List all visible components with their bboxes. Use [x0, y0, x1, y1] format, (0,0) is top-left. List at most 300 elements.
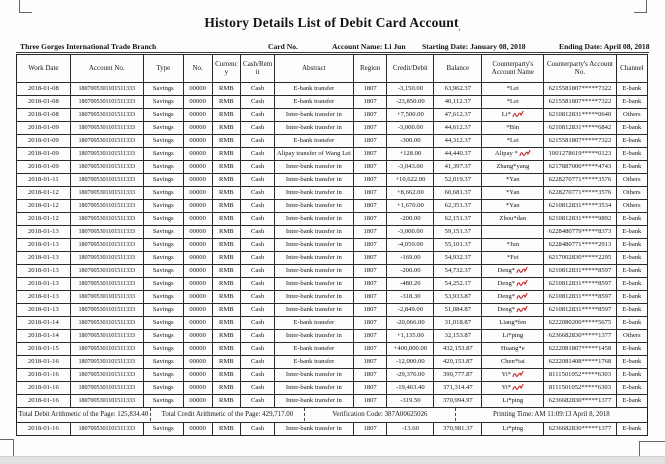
table-cell: 1807005301101511333	[70, 316, 143, 329]
table-cell: Savings	[143, 212, 183, 225]
column-header: Counterparty's Account No.	[544, 54, 616, 82]
table-cell: 6222081408*****1768	[544, 355, 616, 368]
table-cell: 00000	[183, 251, 212, 264]
table-cell: 1807005301101511333	[70, 238, 143, 251]
table-cell: 1807005301101511333	[70, 134, 143, 147]
table-cell: Cash	[241, 277, 275, 290]
table-row	[17, 225, 648, 238]
table-cell: Inter-bank transfer in	[274, 394, 353, 407]
table-cell: -13.60	[387, 422, 434, 435]
table-cell: Inter-bank transfer in	[274, 225, 353, 238]
table-cell: Cash	[241, 160, 275, 173]
table-cell: RMB	[212, 134, 241, 147]
table-cell: 1807005301101511333	[70, 95, 143, 108]
table-cell: Deng*	[482, 290, 544, 303]
table-cell: E-bank	[616, 238, 647, 251]
table-row	[17, 147, 648, 160]
table-cell: Savings	[143, 422, 183, 435]
table-cell: -20,066.00	[387, 316, 434, 329]
table-cell: Cash	[241, 394, 275, 407]
table-cell: 1807005301101511333	[70, 264, 143, 277]
table-cell: 420,153.87	[434, 355, 482, 368]
table-cell: 00000	[183, 186, 212, 199]
table-cell: 00000	[183, 225, 212, 238]
table-cell: *Lei	[482, 82, 544, 95]
table-cell: 2018-01-09	[17, 147, 71, 160]
table-cell: 1807	[353, 342, 387, 355]
table-row	[17, 355, 648, 368]
table-cell: Savings	[143, 381, 183, 394]
table-row	[17, 95, 648, 108]
table-cell: 6228270771*****3576	[544, 186, 616, 199]
table-cell: Cash	[241, 264, 275, 277]
table-cell: 54,932.37	[434, 251, 482, 264]
table-cell: 6236682830*****1377	[544, 422, 616, 435]
table-cell: 1807005301101511333	[70, 368, 143, 381]
table-cell: 00000	[183, 147, 212, 160]
table-cell: Savings	[143, 147, 183, 160]
table-cell: -19,463.40	[387, 381, 434, 394]
column-header: Credit/Debit	[387, 54, 434, 82]
table-cell: Savings	[143, 342, 183, 355]
table-footer-body	[17, 422, 648, 435]
table-cell: Savings	[143, 264, 183, 277]
table-cell: -480.20	[387, 277, 434, 290]
table-cell: 6228480771*****2913	[544, 238, 616, 251]
table-cell: 59,151.37	[434, 225, 482, 238]
table-cell: RMB	[212, 355, 241, 368]
table-body	[17, 82, 648, 407]
table-cell: Savings	[143, 121, 183, 134]
table-cell: -3,043.00	[387, 160, 434, 173]
table-cell: Inter-bank transfer in	[274, 186, 353, 199]
table-cell: Cash	[241, 121, 275, 134]
column-header: Abstract	[274, 54, 353, 82]
table-cell: 00000	[183, 212, 212, 225]
table-cell: 1807005301101511333	[70, 82, 143, 95]
table-cell: 00000	[183, 173, 212, 186]
table-cell: 2018-01-11	[17, 173, 71, 186]
table-cell: RMB	[212, 238, 241, 251]
table-cell: E-bank	[616, 342, 647, 355]
table-cell: +8,662.00	[387, 186, 434, 199]
table-cell: Chen*tai	[482, 355, 544, 368]
starting-date: Starting Date: January 08, 2018	[422, 41, 526, 51]
table-cell: Savings	[143, 199, 183, 212]
table-cell: Savings	[143, 134, 183, 147]
table-cell: 1807005301101511333	[70, 225, 143, 238]
table-cell: 1807	[353, 147, 387, 160]
table-cell: Savings	[143, 82, 183, 95]
table-cell: E-bank	[616, 264, 647, 277]
crop-mark-top-left-icon	[19, 0, 32, 13]
table-cell: -200.00	[387, 264, 434, 277]
table-cell: -318.30	[387, 290, 434, 303]
table-cell: Savings	[143, 225, 183, 238]
table-cell: Inter-bank transfer in	[274, 368, 353, 381]
crop-mark-bottom-left-icon	[0, 439, 14, 456]
table-cell: Savings	[143, 186, 183, 199]
table-cell: RMB	[212, 329, 241, 342]
table-cell: 2018-01-16	[17, 422, 71, 435]
table-row	[17, 160, 648, 173]
table-cell: 6215581807*****7322	[544, 82, 616, 95]
table-row	[17, 381, 648, 394]
column-header: Currency	[212, 54, 241, 82]
table-cell: 6210812831*****8597	[544, 277, 616, 290]
table-cell: 2018-01-14	[17, 329, 71, 342]
table-cell: RMB	[212, 290, 241, 303]
table-cell: -169.00	[387, 251, 434, 264]
table-cell: 1807	[353, 134, 387, 147]
table-cell: 6210812831*****6842	[544, 121, 616, 134]
table-cell: 47,612.37	[434, 108, 482, 121]
table-cell: -4,050.00	[387, 238, 434, 251]
column-header: Account No.	[70, 54, 143, 82]
table-cell: 1807	[353, 329, 387, 342]
table-cell: Cash	[241, 251, 275, 264]
table-cell: E-bank	[616, 368, 647, 381]
table-row	[17, 251, 648, 264]
table-cell: 6210812831*****8597	[544, 303, 616, 316]
table-cell: 1807	[353, 251, 387, 264]
table-cell: *Bin	[482, 121, 544, 134]
red-annotation-icon	[515, 280, 528, 287]
verification-code: Verification Code: 387A00625026	[305, 408, 456, 421]
table-cell: 2018-01-13	[17, 290, 71, 303]
table-cell: 00000	[183, 95, 212, 108]
table-cell: 00000	[183, 355, 212, 368]
table-cell: RMB	[212, 186, 241, 199]
table-row	[17, 199, 648, 212]
table-cell: 2018-01-09	[17, 160, 71, 173]
table-row	[17, 290, 648, 303]
table-cell: Savings	[143, 173, 183, 186]
column-header: Balance	[434, 54, 482, 82]
red-annotation-icon	[511, 384, 524, 391]
table-cell: 371,314.47	[434, 381, 482, 394]
table-cell: 370,981.37	[434, 422, 482, 435]
table-cell: E-bank	[616, 212, 647, 225]
table-cell: E-bank	[616, 394, 647, 407]
table-cell: Savings	[143, 95, 183, 108]
table-cell: 1807	[353, 290, 387, 303]
table-cell: 40,112.37	[434, 95, 482, 108]
table-cell: Li*ping	[482, 394, 544, 407]
table-cell: Cash	[241, 186, 275, 199]
table-cell: 2018-01-13	[17, 277, 71, 290]
printing-time: Printing Time: AM 11:09:13 April 8, 2018	[493, 411, 610, 419]
table-cell: 1807005301101511333	[70, 108, 143, 121]
table-cell: E-bank	[616, 160, 647, 173]
crop-mark-bottom-right-icon	[639, 441, 665, 457]
table-cell: -3,150.00	[387, 82, 434, 95]
table-cell: 2018-01-16	[17, 368, 71, 381]
table-cell: *Fei	[482, 251, 544, 264]
table-cell: Inter-bank transfer in	[274, 212, 353, 225]
table-cell: RMB	[212, 422, 241, 435]
table-cell: E-bank transfer	[274, 316, 353, 329]
table-row	[17, 186, 648, 199]
table-cell: -3,000.00	[387, 121, 434, 134]
table-cell: 44,612.37	[434, 121, 482, 134]
red-annotation-icon	[518, 150, 531, 157]
table-cell: Cash	[241, 422, 275, 435]
header-row	[17, 54, 648, 82]
table-cell: 1807	[353, 316, 387, 329]
table-cell: 1807	[353, 264, 387, 277]
table-row	[17, 264, 648, 277]
table-cell: Cash	[241, 316, 275, 329]
table-cell: 1807005301101511333	[70, 147, 143, 160]
card-no-label: Card No.	[268, 41, 298, 51]
table-cell: -23,850.00	[387, 95, 434, 108]
table-cell: 63,962.37	[434, 82, 482, 95]
table-cell: 00000	[183, 134, 212, 147]
table-cell: Cash	[241, 147, 275, 160]
table-cell: 51,084.87	[434, 303, 482, 316]
table-cell: Cash	[241, 329, 275, 342]
table-row	[17, 329, 648, 342]
table-cell: RMB	[212, 82, 241, 95]
table-row	[17, 238, 648, 251]
table-row	[17, 394, 648, 407]
table-cell: -2,849.00	[387, 303, 434, 316]
table-cell: E-bank transfer	[274, 95, 353, 108]
table-cell: 1807	[353, 394, 387, 407]
table-cell: Savings	[143, 277, 183, 290]
table-cell: Inter-bank transfer in	[274, 121, 353, 134]
table-cell: 00000	[183, 238, 212, 251]
table-cell: RMB	[212, 108, 241, 121]
table-cell: 31,018.87	[434, 316, 482, 329]
table-cell: 6210812831*****8597	[544, 264, 616, 277]
table-cell: 1807	[353, 238, 387, 251]
table-cell: E-bank	[616, 147, 647, 160]
table-cell: 6215581807*****7322	[544, 95, 616, 108]
table-cell: 1807005301101511333	[70, 303, 143, 316]
table-cell: +10,622.00	[387, 173, 434, 186]
table-cell: Savings	[143, 329, 183, 342]
table-cell: 390,777.87	[434, 368, 482, 381]
table-cell: 00000	[183, 368, 212, 381]
table-cell: Inter-bank transfer in	[274, 160, 353, 173]
table-cell: 2018-01-13	[17, 264, 71, 277]
table-cell: 1807	[353, 368, 387, 381]
table-cell: -29,376.00	[387, 368, 434, 381]
table-cell: +1,135.00	[387, 329, 434, 342]
table-cell: Inter-bank transfer in	[274, 381, 353, 394]
table-cell: E-bank	[616, 316, 647, 329]
table-cell: Inter-bank transfer in	[274, 277, 353, 290]
table-cell: RMB	[212, 316, 241, 329]
table-cell: Deng*	[482, 264, 544, 277]
table-cell: +128.00	[387, 147, 434, 160]
table-cell: -200.00	[387, 212, 434, 225]
red-annotation-icon	[511, 371, 524, 378]
table-cell: 1807005301101511333	[70, 212, 143, 225]
table-cell: 1807	[353, 212, 387, 225]
table-cell: Others	[616, 173, 647, 186]
table-cell: Deng*	[482, 277, 544, 290]
table-cell: Zhou*dan	[482, 212, 544, 225]
table-cell: RMB	[212, 160, 241, 173]
table-row	[17, 212, 648, 225]
table-cell: 00000	[183, 303, 212, 316]
table-cell: E-bank	[616, 134, 647, 147]
table-cell: 62,151.37	[434, 212, 482, 225]
table-cell: 00000	[183, 108, 212, 121]
table-cell: *Lei	[482, 134, 544, 147]
table-cell: 55,101.37	[434, 238, 482, 251]
transactions-table	[16, 54, 648, 436]
total-debit: Total Debit Arithmetic of the Page: 125,834.40	[17, 408, 151, 421]
table-cell: Savings	[143, 160, 183, 173]
table-cell: RMB	[212, 199, 241, 212]
account-info-line	[16, 39, 649, 53]
table-cell: 6217887000*****4743	[544, 160, 616, 173]
column-header: Region	[353, 54, 387, 82]
table-cell: 1807005301101511333	[70, 394, 143, 407]
table-cell: 2018-01-08	[17, 82, 71, 95]
table-cell: 53,933.87	[434, 290, 482, 303]
table-cell: -319.50	[387, 394, 434, 407]
table-cell: 370,994.97	[434, 394, 482, 407]
table-cell: 2018-01-13	[17, 251, 71, 264]
table-cell: E-bank	[616, 303, 647, 316]
table-cell: Savings	[143, 368, 183, 381]
table-cell: RMB	[212, 303, 241, 316]
table-cell	[482, 225, 544, 238]
table-cell: 2018-01-16	[17, 394, 71, 407]
table-cell: Li*ping	[482, 329, 544, 342]
table-cell: E-bank	[616, 381, 647, 394]
table-row	[17, 303, 648, 316]
table-cell: Others	[616, 199, 647, 212]
table-cell: 2018-01-16	[17, 355, 71, 368]
table-cell: 2018-01-13	[17, 238, 71, 251]
table-cell: RMB	[212, 342, 241, 355]
table-cell: 6228480779*****8373	[544, 225, 616, 238]
table-row	[17, 342, 648, 355]
table-cell: 6217002830*****2295	[544, 251, 616, 264]
table-cell: 1807005301101511333	[70, 290, 143, 303]
table-cell: E-bank	[616, 251, 647, 264]
table-cell: E-bank	[616, 121, 647, 134]
table-cell: E-bank	[616, 95, 647, 108]
table-cell: Inter-bank transfer in	[274, 199, 353, 212]
table-cell: Inter-bank transfer in	[274, 329, 353, 342]
table-cell: RMB	[212, 225, 241, 238]
table-cell: 54,252.17	[434, 277, 482, 290]
table-cell: 1807005301101511333	[70, 186, 143, 199]
table-cell: +400,000.00	[387, 342, 434, 355]
table-cell: 6236682830*****1377	[544, 394, 616, 407]
table-cell: Inter-bank transfer in	[274, 290, 353, 303]
table-cell: RMB	[212, 212, 241, 225]
table-cell: 44,312.37	[434, 134, 482, 147]
table-cell: 1807005301101511333	[70, 160, 143, 173]
table-cell: 6210812831*****3534	[544, 199, 616, 212]
table-cell: Inter-bank transfer in	[274, 108, 353, 121]
table-cell: E-bank transfer	[274, 355, 353, 368]
table-cell: 1807	[353, 95, 387, 108]
table-cell: Liang*fen	[482, 316, 544, 329]
table-cell: RMB	[212, 394, 241, 407]
table-cell: *Jun	[482, 238, 544, 251]
table-cell: 2018-01-12	[17, 186, 71, 199]
table-cell: Huang*e	[482, 342, 544, 355]
table-cell: 00000	[183, 342, 212, 355]
table-cell: 62,351.37	[434, 199, 482, 212]
table-cell: Cash	[241, 212, 275, 225]
table-cell: 1807005301101511333	[70, 251, 143, 264]
table-cell: 8111501052*****6303	[544, 368, 616, 381]
table-cell: 2018-01-13	[17, 303, 71, 316]
table-cell: 6222080200*****5675	[544, 316, 616, 329]
table-cell: Savings	[143, 238, 183, 251]
table-cell: Yi*	[482, 368, 544, 381]
table-cell: RMB	[212, 173, 241, 186]
branch-name: Three Gorges International Trade Branch	[20, 41, 157, 51]
table-cell: E-bank transfer	[274, 134, 353, 147]
title-artifact: .	[458, 24, 461, 33]
table-cell: 32,153.87	[434, 329, 482, 342]
summary-row	[17, 407, 648, 422]
table-cell: Cash	[241, 82, 275, 95]
table-cell: Others	[616, 186, 647, 199]
table-cell: Inter-bank transfer in	[274, 238, 353, 251]
table-cell: Deng*	[482, 303, 544, 316]
table-cell: 00000	[183, 160, 212, 173]
table-cell: Savings	[143, 394, 183, 407]
table-cell: Others	[616, 108, 647, 121]
table-cell: Inter-bank transfer in	[274, 264, 353, 277]
table-cell: 6228270771*****3576	[544, 173, 616, 186]
table-cell: Others	[616, 329, 647, 342]
table-cell: 1807005301101511333	[70, 121, 143, 134]
table-cell: -12,000.00	[387, 355, 434, 368]
table-cell: *Lei	[482, 95, 544, 108]
table-cell: 00000	[183, 121, 212, 134]
table-cell: 2018-01-08	[17, 95, 71, 108]
table-cell: 1807005301101511333	[70, 173, 143, 186]
table-cell: *Yan	[482, 199, 544, 212]
table-cell: Cash	[241, 342, 275, 355]
table-cell: Cash	[241, 134, 275, 147]
table-cell: 1807	[353, 199, 387, 212]
table-cell: Cash	[241, 303, 275, 316]
table-cell: E-bank	[616, 355, 647, 368]
table-cell: 1807	[353, 108, 387, 121]
table-cell: 2018-01-13	[17, 225, 71, 238]
table-cell: 00000	[183, 394, 212, 407]
table-cell: 00000	[183, 329, 212, 342]
column-header: Cash/Remit	[241, 54, 275, 82]
table-cell: 52,019.37	[434, 173, 482, 186]
column-header: No.	[183, 54, 212, 82]
table-cell: 6236682830*****1377	[544, 329, 616, 342]
table-cell: 1807	[353, 355, 387, 368]
red-annotation-icon	[511, 111, 524, 118]
table-cell: Cash	[241, 290, 275, 303]
table-cell: 2018-01-12	[17, 212, 71, 225]
total-credit: Total Credit Arithmetic of the Page: 429,717.00	[151, 408, 305, 421]
table-cell: Inter-bank transfer in	[274, 303, 353, 316]
table-row	[17, 108, 648, 121]
table-row	[17, 316, 648, 329]
table-cell: RMB	[212, 251, 241, 264]
